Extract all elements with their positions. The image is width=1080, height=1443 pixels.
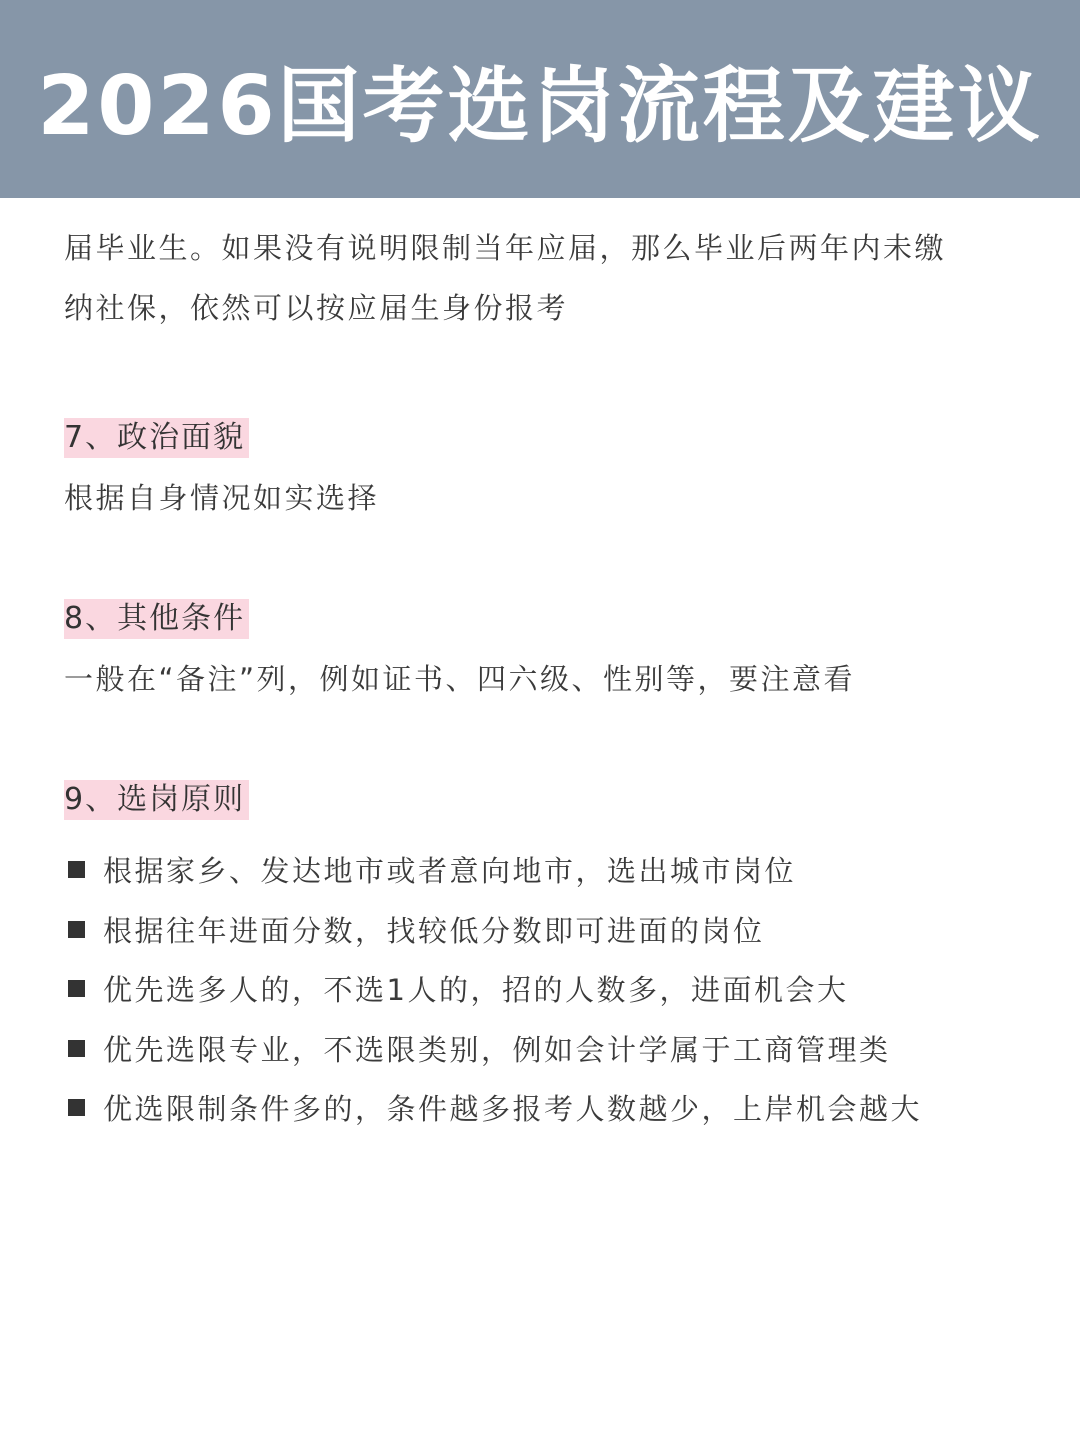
intro-line-2: 纳社保，依然可以按应届生身份报考 — [64, 291, 569, 325]
page-title: 2026国考选岗流程及建议 — [37, 58, 1043, 154]
list-item-text: 优先选多人的，不选1人的，招的人数多，进面机会大 — [103, 973, 849, 1008]
list-item — [64, 1078, 1016, 1138]
document-body — [0, 198, 1080, 1138]
title-banner — [0, 0, 1080, 198]
list-item-text: 优先选限专业，不选限类别，例如会计学属于工商管理类 — [103, 1032, 891, 1067]
square-bullet-icon — [68, 1040, 85, 1057]
section-heading: 8、其他条件 — [64, 599, 249, 639]
list-item — [64, 840, 1016, 900]
square-bullet-icon — [68, 1099, 85, 1116]
list-item-text: 根据家乡、发达地市或者意向地市，选出城市岗位 — [103, 854, 797, 889]
list-item — [64, 900, 1016, 960]
list-item — [64, 1019, 1016, 1079]
section-political-status — [64, 418, 1016, 518]
square-bullet-icon — [68, 980, 85, 997]
section-heading: 7、政治面貌 — [64, 418, 249, 458]
section-heading: 9、选岗原则 — [64, 780, 249, 820]
square-bullet-icon — [68, 921, 85, 938]
section-body-text: 根据自身情况如实选择 — [64, 481, 380, 515]
list-item — [64, 959, 1016, 1019]
section-body-text: 一般在“备注”列，例如证书、四六级、性别等，要注意看 — [64, 662, 856, 696]
list-item-text: 优选限制条件多的，条件越多报考人数越少，上岸机会越大 — [103, 1092, 923, 1127]
intro-line-1: 届毕业生。如果没有说明限制当年应届，那么毕业后两年内未缴 — [64, 231, 947, 265]
section-selection-principles — [64, 780, 1016, 1138]
list-item-text: 根据往年进面分数，找较低分数即可进面的岗位 — [103, 913, 765, 948]
square-bullet-icon — [68, 861, 85, 878]
section-other-conditions — [64, 599, 1016, 699]
principles-list — [64, 840, 1016, 1138]
